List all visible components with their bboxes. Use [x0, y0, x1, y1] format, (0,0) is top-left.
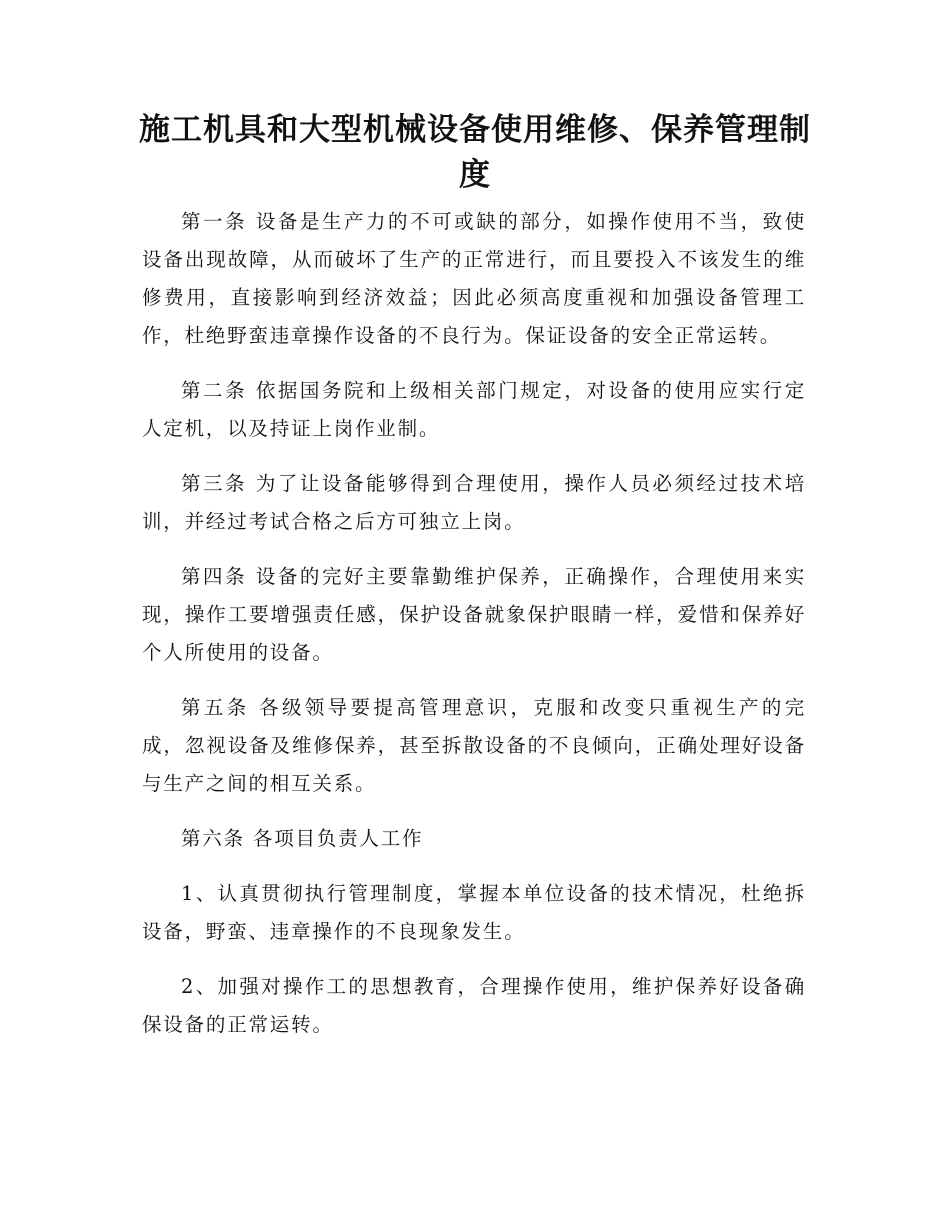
article-3-paragraph: 第三条 为了让设备能够得到合理使用，操作人员必须经过技术培训，并经过考试合格之后方可独立上岗。 — [142, 472, 806, 533]
article-2-paragraph: 第二条 依据国务院和上级相关部门规定，对设备的使用应实行定人定机，以及持证上岗作业制。 — [142, 379, 806, 440]
document-body — [142, 203, 806, 1061]
article-6-item-2: 2、加强对操作工的思想教育，合理操作使用，维护保养好设备确保设备的正常运转。 — [142, 975, 806, 1036]
article-6-item-1: 1、认真贯彻执行管理制度，掌握本单位设备的技术情况，杜绝拆设备，野蛮、违章操作的不良现象发生。 — [142, 882, 806, 943]
article-6-heading: 第六条 各项目负责人工作 — [181, 827, 424, 850]
article-5-paragraph: 第五条 各级领导要提高管理意识，克服和改变只重视生产的完成，忽视设备及维修保养，甚至拆散设备的不良倾向，正确处理好设备与生产之间的相互关系。 — [142, 696, 806, 795]
article-1-paragraph: 第一条 设备是生产力的不可或缺的部分，如操作使用不当，致使设备出现故障，从而破坏了生产的正常进行，而且要投入不该发生的维修费用，直接影响到经济效益；因此必须高度重视和加强设备管理工作，杜绝野蛮违章操作设备的不良行为。保证设备的安全正常运转。 — [142, 210, 806, 347]
article-4-paragraph: 第四条 设备的完好主要靠勤维护保养，正确操作，合理使用来实现，操作工要增强责任感，保护设备就象保护眼睛一样，爱惜和保养好个人所使用的设备。 — [142, 565, 806, 664]
document-title: 施工机具和大型机械设备使用维修、保养管理制度 — [139, 112, 811, 193]
